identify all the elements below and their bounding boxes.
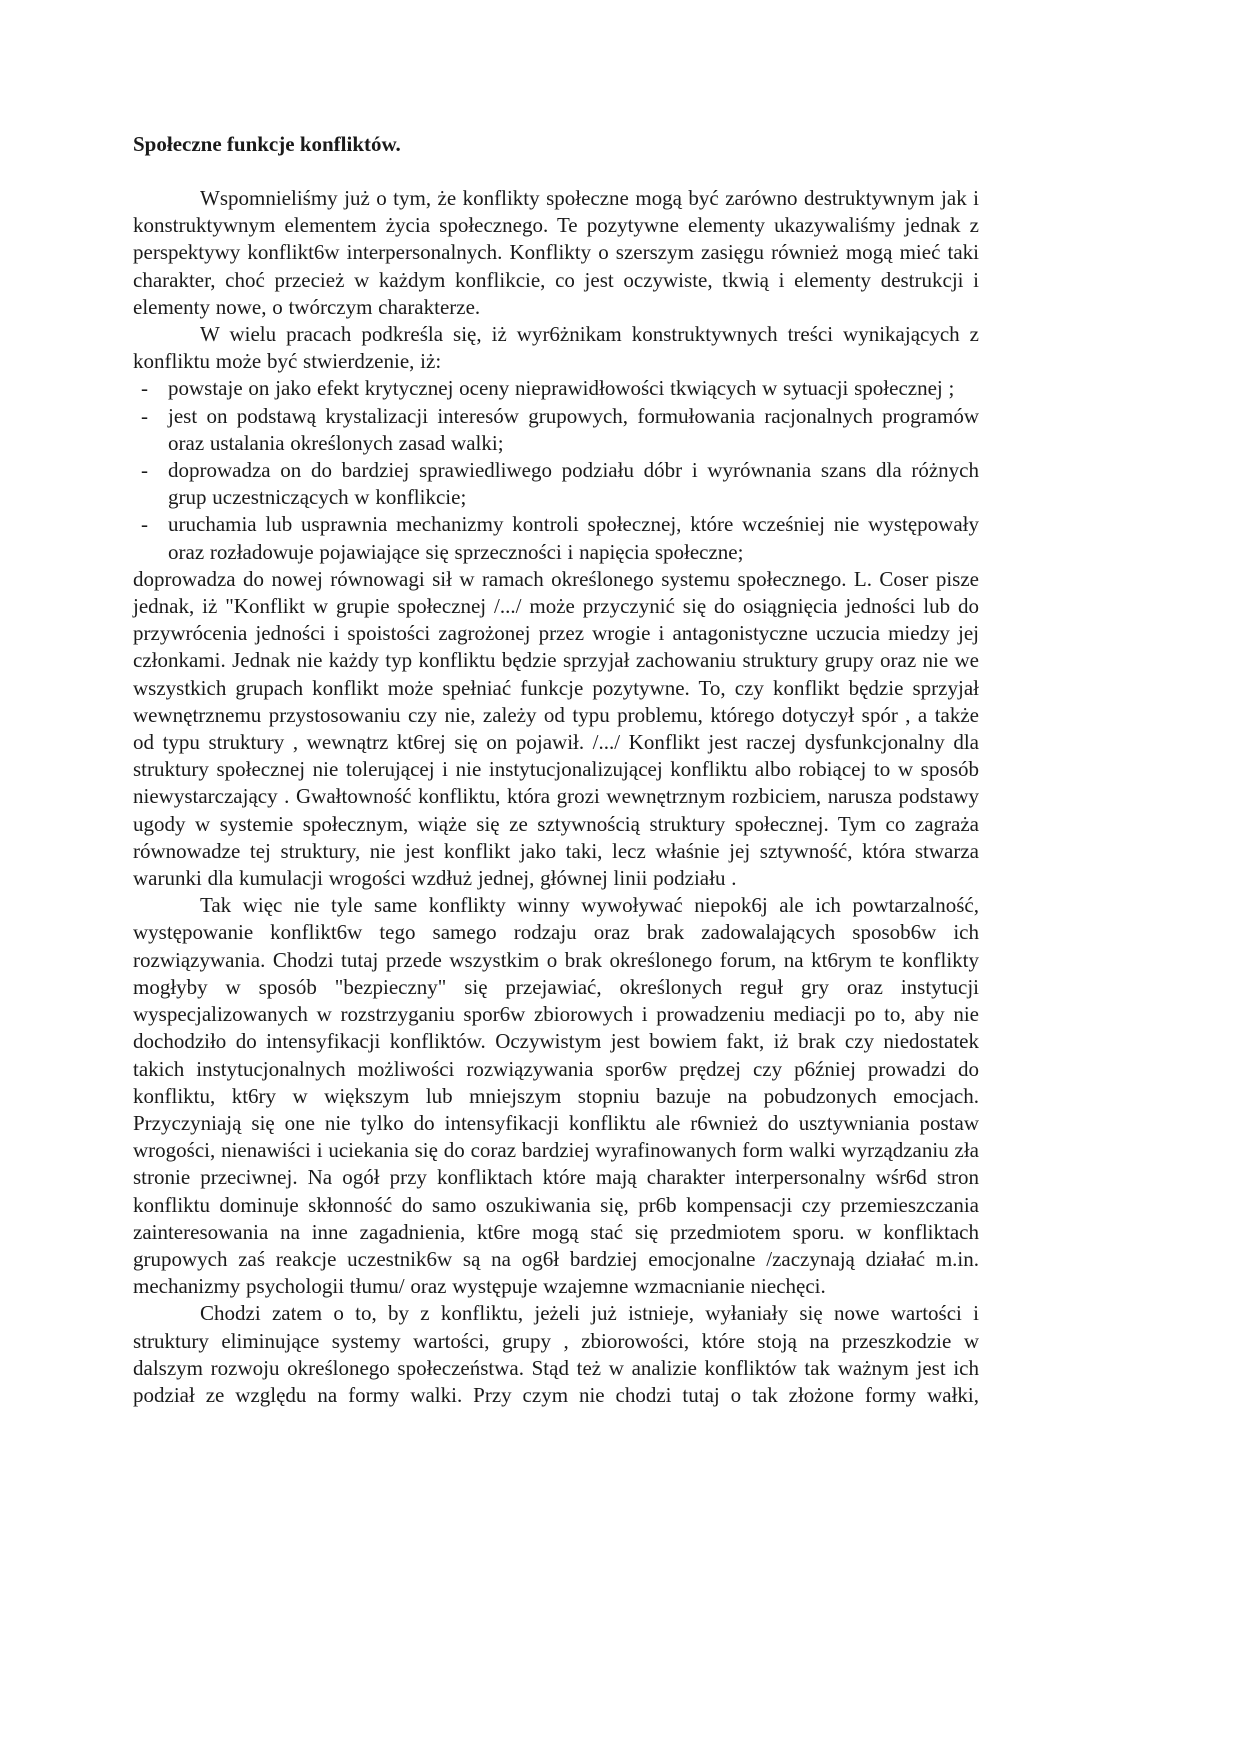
list-item <box>133 375 979 402</box>
list-item-text: jest on podstawą krystalizacji interesów grupowych, formułowania racjonalnych programów oraz ustalania określonych zasad walki; <box>168 403 979 455</box>
list-item <box>133 457 979 511</box>
paragraph-recurrence: Tak więc nie tyle same konflikty winny wywoływać niepok6j ale ich powtarzalność, występowanie konflikt6w tego samego rodzaju oraz brak zadowalających sposob6w ich rozwiązywania. Chodzi tutaj przede wszystkim o brak określonego forum, na kt6rym te konflikty mogłyby w sposób "bezpieczny" się przejawiać, określonych reguł gry oraz instytucji wyspecjalizowanych w rozstrzyganiu spor6w zbiorowych i prowadzeniu mediacji po to, aby nie dochodziło do intensyfikacji konfliktów. Oczywistym jest bowiem fakt, iż brak czy niedostatek takich instytucjonalnych możliwości rozwiązywania spor6w prędzej czy p6źniej prowadzi do konfliktu, kt6ry w większym lub mniejszym stopniu bazuje na pobudzonych emocjach. Przyczyniają się one nie tylko do intensyfikacji konfliktu ale r6wnież do usztywniania postaw wrogości, nienawiści i uciekania się do coraz bardziej wyrafinowanych form walki wyrządzaniu zła stronie przeciwnej. Na ogół przy konfliktach które mają charakter interpersonalny wśr6d stron konfliktu dominuje skłonność do samo oszukiwania się, pr6b kompensacji czy przemieszczania zainteresowania na inne zagadnienia, kt6re mogą stać się przedmiotem sporu. w konfliktach grupowych zaś reakcje uczestnik6w są na og6ł bardziej emocjonalne /zaczynają działać m.in. mechanizmy psychologii tłumu/ oraz występuje wzajemne wzmacnianie niechęci. <box>133 893 979 1299</box>
document-title: Społeczne funkcje konfliktów. <box>133 132 401 156</box>
list-item-text: doprowadza on do bardziej sprawiedliwego podziału dóbr i wyrównania szans dla różnych grup uczestniczących w konflikcie; <box>168 458 979 510</box>
list-marker: - <box>141 376 148 401</box>
list-marker: - <box>141 458 148 483</box>
list-marker: - <box>141 403 148 428</box>
paragraph-list-lead: W wielu pracach podkreśla się, iż wyr6żnikam konstruktywnych treści wynikających z konfliktu może być stwierdzenie, iż: <box>133 322 979 374</box>
list-marker: - <box>141 512 148 537</box>
paragraph-coser-quote: doprowadza do nowej równowagi sił w ramach określonego systemu społecznego. L. Coser pisze jednak, iż "Konflikt w grupie społecznej /.../ może przyczynić się do osiągnięcia jedności lub do przywrócenia jedności i spoistości zagrożonej przez wrogie i antagonistyczne uczucia miedzy jej członkami. Jednak nie każdy typ konfliktu będzie sprzyjał zachowaniu struktury grupy oraz nie we wszystkich grupach konflikt może spełniać funkcje pozytywne. To, czy konflikt będzie sprzyjał wewnętrznemu przystosowaniu czy nie, zależy od typu problemu, którego dotyczył spór , a także od typu struktury , wewnątrz kt6rej się on pojawił. /.../ Konflikt jest raczej dysfunkcjonalny dla struktury społecznej nie tolerującej i nie instytucjonalizującej konfliktu albo robiącej to w sposób niewystarczający . Gwałtowność konfliktu, która grozi wewnętrznym rozbiciem, narusza podstawy ugody w systemie społecznym, wiąże się ze sztywnością struktury społecznej. Tym co zagraża równowadze tej struktury, nie jest konflikt jako taki, lecz właśnie jej sztywność, która stwarza warunki dla kumulacji wrogości wzdłuż jednej, głównej linii podziału . <box>133 566 979 891</box>
list-item <box>133 403 979 457</box>
list-item-text: powstaje on jako efekt krytycznej oceny nieprawidłowości tkwiących w sytuacji społecznej ; <box>168 376 955 401</box>
dash-list <box>133 375 979 565</box>
paragraph-closing: Chodzi zatem o to, by z konfliktu, jeżeli już istnieje, wyłaniały się nowe wartości i struktury eliminujące systemy wartości, grupy , zbiorowości, które stoją na przeszkodzie w dalszym rozwoju określonego społeczeństwa. Stąd też w analizie konfliktów tak ważnym jest ich podział ze względu na formy walki. Przy czym nie chodzi tutaj o tak złożone formy wałki, <box>133 1301 979 1407</box>
paragraph-intro: Wspomnieliśmy już o tym, że konflikty społeczne mogą być zarówno destruktywnym jak i konstruktywnym elementem życia społecznego. Te pozytywne elementy ukazywaliśmy jednak z perspektywy konflikt6w interpersonalnych. Konflikty o szerszym zasięgu również mogą mieć taki charakter, choć przecież w każdym konflikcie, co jest oczywiste, tkwią i elementy destrukcji i elementy nowe, o twórczym charakterze. <box>133 186 979 319</box>
list-item-text: uruchamia lub usprawnia mechanizmy kontroli społecznej, które wcześniej nie występowały oraz rozładowuje pojawiające się sprzeczności i napięcia społeczne; <box>168 512 979 564</box>
list-item <box>133 511 979 565</box>
